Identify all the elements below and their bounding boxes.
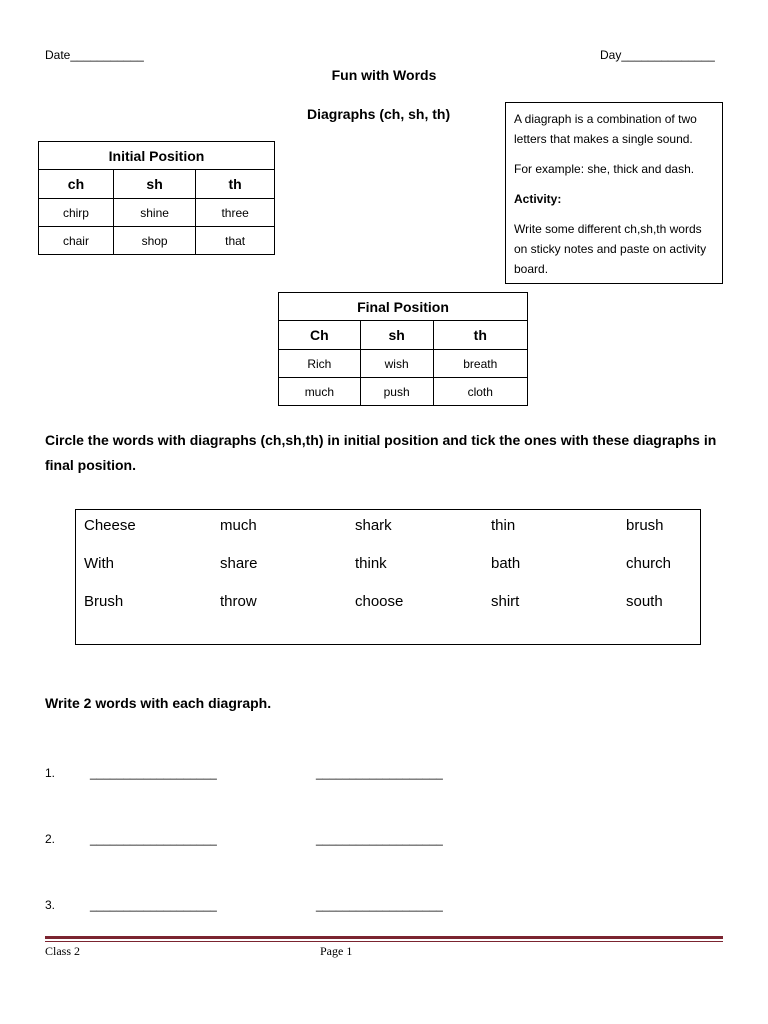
table-cell: much: [279, 378, 361, 406]
answer-blank[interactable]: ___________________: [90, 832, 217, 846]
footer-class-label: Class 2: [45, 944, 81, 958]
word-grid-box: [75, 509, 701, 645]
answer-blank[interactable]: ___________________: [90, 898, 217, 912]
table-cell: shop: [113, 227, 195, 255]
definition-text: A diagraph is a combination of two letters that makes a single sound.: [514, 112, 697, 146]
table-cell: breath: [433, 350, 527, 378]
table-cell: that: [196, 227, 275, 255]
table-row: [39, 227, 275, 255]
word-item[interactable]: Cheese: [84, 517, 136, 534]
table-cell: Rich: [279, 350, 361, 378]
date-field: Date___________: [45, 48, 144, 62]
table-row: [279, 378, 528, 406]
word-item[interactable]: share: [220, 555, 258, 572]
footer-rule-thin: [45, 941, 723, 942]
answer-blank[interactable]: ___________________: [90, 766, 217, 780]
table-caption: Final Position: [279, 293, 528, 321]
item-number: 2.: [45, 832, 56, 846]
table-header: ch: [39, 170, 114, 199]
word-item[interactable]: shirt: [491, 593, 520, 610]
table-cell: push: [360, 378, 433, 406]
table-header: sh: [360, 321, 433, 350]
activity-text: Write some different ch,sh,th words on sticky notes and paste on activity board.: [514, 222, 707, 276]
footer-page-label: Page 1: [320, 944, 353, 958]
word-item[interactable]: bath: [491, 555, 521, 572]
word-item[interactable]: shark: [355, 517, 392, 534]
table-header: Ch: [279, 321, 361, 350]
instruction-text: Circle the words with diagraphs (ch,sh,th) in initial position and tick the ones with these diagraphs in final position.: [45, 432, 717, 473]
table-cell: chair: [39, 227, 114, 255]
initial-position-table: [38, 141, 275, 255]
table-row: [279, 350, 528, 378]
table-cell: wish: [360, 350, 433, 378]
page-subtitle: Diagraphs (ch, sh, th): [307, 106, 451, 122]
word-item[interactable]: Brush: [84, 593, 124, 610]
word-item[interactable]: thin: [491, 517, 516, 534]
answer-blank[interactable]: ___________________: [316, 898, 443, 912]
word-item[interactable]: throw: [220, 593, 257, 610]
word-item[interactable]: south: [626, 593, 663, 610]
table-header: sh: [113, 170, 195, 199]
table-cell: shine: [113, 199, 195, 227]
final-position-table: [278, 292, 528, 406]
word-item[interactable]: church: [626, 555, 672, 572]
write-section-title: Write 2 words with each diagraph.: [45, 695, 272, 711]
table-cell: cloth: [433, 378, 527, 406]
word-item[interactable]: choose: [355, 593, 404, 610]
table-caption: Initial Position: [39, 142, 275, 170]
word-item[interactable]: With: [84, 555, 114, 572]
table-row: [39, 199, 275, 227]
word-item[interactable]: think: [355, 555, 387, 572]
item-number: 3.: [45, 898, 56, 912]
table-cell: three: [196, 199, 275, 227]
answer-blank[interactable]: ___________________: [316, 766, 443, 780]
table-header: th: [433, 321, 527, 350]
activity-label: Activity:: [514, 192, 562, 206]
answer-blank[interactable]: ___________________: [316, 832, 443, 846]
table-cell: chirp: [39, 199, 114, 227]
word-item[interactable]: much: [220, 517, 257, 534]
table-header: th: [196, 170, 275, 199]
page-title: Fun with Words: [331, 67, 437, 83]
word-item[interactable]: brush: [626, 517, 664, 534]
example-text: For example: she, thick and dash.: [514, 162, 695, 176]
footer-rule: [45, 936, 723, 939]
day-field: Day______________: [600, 48, 715, 62]
item-number: 1.: [45, 766, 56, 780]
info-box: [505, 102, 723, 284]
